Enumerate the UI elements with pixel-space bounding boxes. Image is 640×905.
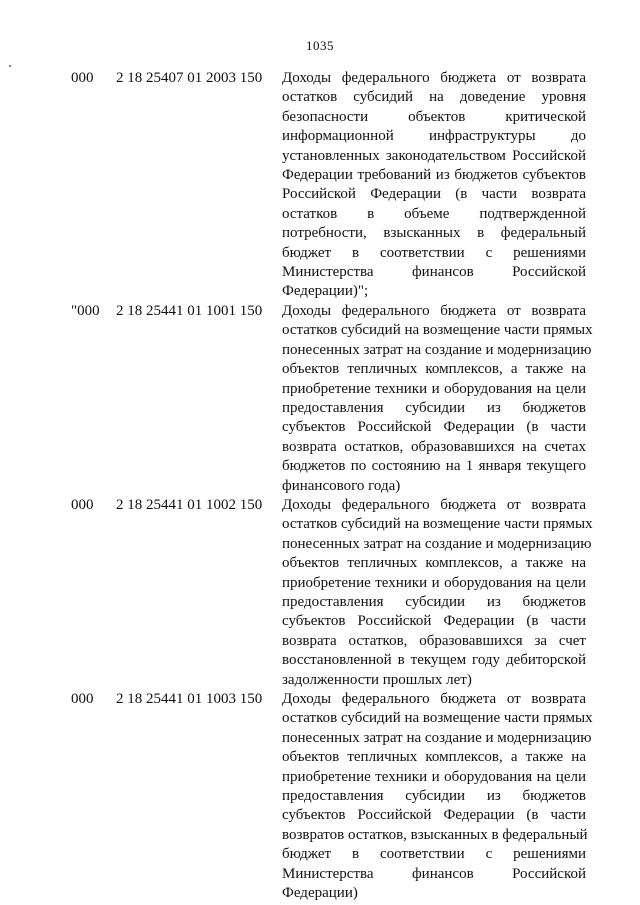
description-line: возврата остатков, образовавшихся на счетах (282, 438, 586, 455)
description-line: установленных законодательством Российской (282, 147, 586, 164)
description-line: Министерства финансов Российской (282, 264, 586, 281)
description-line: понесенных затрат на создание и модернизацию (282, 729, 592, 746)
description-line: остатков субсидий на возмещение части прямых (282, 322, 593, 339)
income-code: 2 18 25407 01 2003 150 (116, 70, 263, 86)
budget-code-entry (0, 69, 640, 302)
description-line: Доходы федерального бюджета от возврата (282, 496, 586, 513)
description-line: Федерации) (282, 885, 358, 902)
description-line: бюджет в соответствии с решениями (282, 846, 586, 863)
description-line: бюджетов по состоянию на 1 января текущего (282, 458, 586, 475)
description-line: субъектов Российской Федерации (в части (282, 613, 586, 630)
description-line: потребности, взысканных в федеральный (282, 225, 586, 242)
description-line: безопасности объектов критической (282, 108, 586, 125)
description-line: бюджет в соответствии с решениями (282, 244, 586, 261)
budget-code-entry (0, 496, 640, 690)
description-line: предоставления субсидии из бюджетов (282, 593, 586, 610)
budget-code-entry (0, 690, 640, 903)
description-line: остатков субсидий на возмещение части прямых (282, 710, 593, 727)
admin-code: "000 (71, 302, 100, 319)
admin-code: 000 (71, 691, 94, 707)
budget-code-entry (0, 302, 640, 496)
description-line: возврата остатков, образовавшихся за счет (282, 632, 586, 649)
admin-code: 000 (71, 496, 94, 513)
description-line: остатков субсидий на возмещение части прямых (282, 516, 593, 533)
income-description (282, 69, 586, 302)
income-description (282, 690, 593, 903)
description-line: понесенных затрат на создание и модернизацию (282, 341, 592, 358)
description-line: субъектов Российской Федерации (в части (282, 807, 586, 824)
description-line: остатков субсидий на доведение уровня (282, 89, 586, 106)
description-line: информационной инфраструктуры до (282, 128, 586, 145)
income-description (282, 496, 593, 690)
description-line: субъектов Российской Федерации (в части (282, 419, 586, 436)
income-code: 2 18 25441 01 1002 150 (116, 496, 263, 513)
budget-code-list (0, 69, 640, 903)
description-line: Доходы федерального бюджета от возврата (282, 691, 586, 707)
description-line: задолженности прошлых лет) (282, 671, 472, 688)
description-line: приобретение техники и оборудования на цели (282, 768, 586, 785)
description-line: приобретение техники и оборудования на цели (282, 574, 586, 591)
page-number: 1035 (306, 38, 334, 53)
description-line: Российской Федерации (в части возврата (282, 186, 586, 203)
description-line: финансового года) (282, 477, 401, 494)
description-line: объектов тепличных комплексов, а также на (282, 749, 586, 766)
description-line: предоставления субсидии из бюджетов (282, 399, 586, 416)
description-line: объектов тепличных комплексов, а также на (282, 361, 586, 378)
description-line: Министерства финансов Российской (282, 865, 586, 882)
description-line: возвратов остатков, взысканных в федеральный (282, 826, 588, 843)
description-line: понесенных затрат на создание и модернизацию (282, 535, 592, 552)
description-line: Федерации)"; (282, 283, 369, 300)
income-description (282, 302, 593, 496)
description-line: Федерации требований из бюджетов субъектов (282, 167, 586, 184)
admin-code: 000 (71, 70, 94, 86)
description-line: предоставления субсидии из бюджетов (282, 788, 586, 805)
description-line: Доходы федерального бюджета от возврата (282, 302, 586, 319)
income-code: 2 18 25441 01 1003 150 (116, 691, 263, 707)
description-line: объектов тепличных комплексов, а также на (282, 555, 586, 572)
description-line: восстановленной в текущем году дебиторской (282, 652, 586, 669)
scan-speck (9, 65, 11, 67)
description-line: остатков в объеме подтвержденной (282, 205, 586, 222)
description-line: приобретение техники и оборудования на цели (282, 380, 586, 397)
income-code: 2 18 25441 01 1001 150 (116, 302, 263, 319)
description-line: Доходы федерального бюджета от возврата (282, 70, 586, 86)
